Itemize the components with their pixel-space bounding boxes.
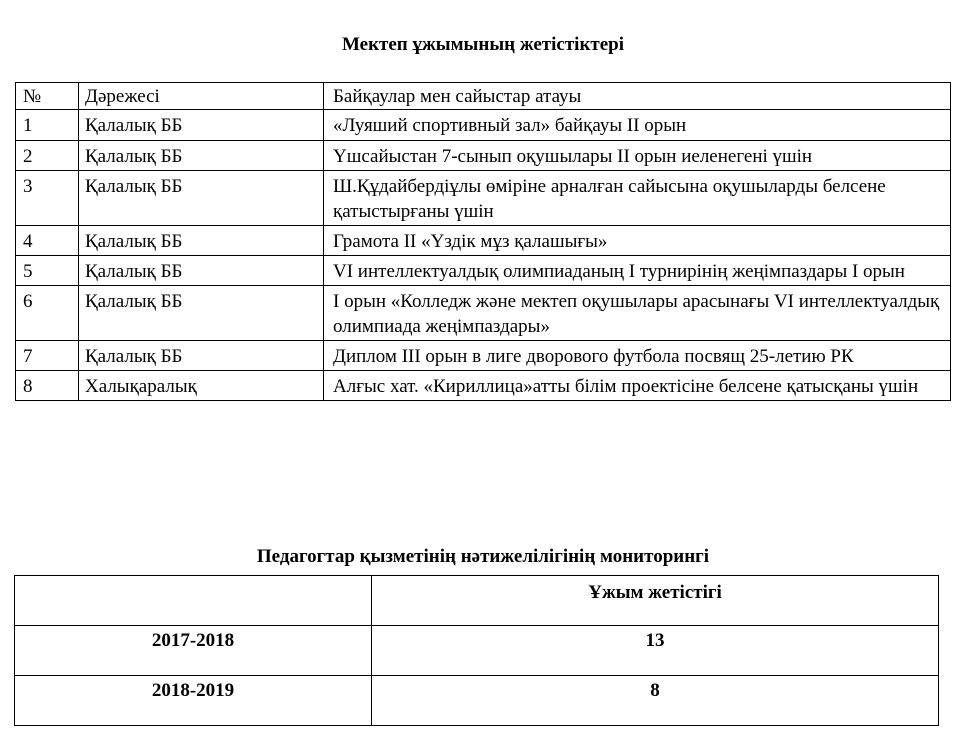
row-competition-name: I орын «Колледж және мектеп оқушылары арасынағы VI интеллектуалдық олимпиада жеңімпаздары»	[324, 286, 951, 341]
monitoring-title: Педагогтар қызметінің нәтижелілігінің мониторингі	[256, 546, 710, 567]
row-competition-name: «Луяший спортивный зал» байқауы II орын	[324, 110, 951, 141]
table-row	[16, 256, 951, 286]
monitoring-year: 2018-2019	[15, 676, 372, 726]
row-level: Халықаралық	[79, 371, 324, 401]
row-number: 2	[16, 141, 79, 171]
monitoring-table	[14, 575, 939, 726]
header-level: Дәрежесі	[79, 83, 324, 110]
row-competition-name: Алғыс хат. «Кириллица»атты білім проектісіне белсене қатысқаны үшін	[324, 371, 951, 401]
row-number: 5	[16, 256, 79, 286]
monitoring-header-row	[15, 576, 939, 626]
achievements-table	[15, 82, 951, 401]
row-level: Қалалық ББ	[79, 141, 324, 171]
table-row	[16, 286, 951, 341]
row-number: 7	[16, 341, 79, 371]
monitoring-value: 13	[372, 626, 939, 676]
table-row	[16, 110, 951, 141]
row-level: Қалалық ББ	[79, 171, 324, 226]
row-number: 1	[16, 110, 79, 141]
row-number: 6	[16, 286, 79, 341]
monitoring-header-achievement: Ұжым жетістігі	[372, 576, 939, 626]
row-competition-name: Үшсайыстан 7-сынып оқушылары II орын иеленегені үшін	[324, 141, 951, 171]
row-level: Қалалық ББ	[79, 226, 324, 256]
row-level: Қалалық ББ	[79, 256, 324, 286]
header-competition-name: Байқаулар мен сайыстар атауы	[324, 83, 951, 110]
row-number: 8	[16, 371, 79, 401]
row-competition-name: VI интеллектуалдық олимпиаданың I турнирінің жеңімпаздары I орын	[324, 256, 951, 286]
monitoring-header-empty	[15, 576, 372, 626]
table-header-row	[16, 83, 951, 110]
monitoring-row	[15, 626, 939, 676]
row-competition-name: Грамота II «Үздік мұз қалашығы»	[324, 226, 951, 256]
table-row	[16, 226, 951, 256]
table-row	[16, 171, 951, 226]
table-row	[16, 341, 951, 371]
row-level: Қалалық ББ	[79, 286, 324, 341]
row-level: Қалалық ББ	[79, 110, 324, 141]
monitoring-row	[15, 676, 939, 726]
monitoring-year: 2017-2018	[15, 626, 372, 676]
table-row	[16, 371, 951, 401]
table-row	[16, 141, 951, 171]
row-number: 3	[16, 171, 79, 226]
header-number: №	[16, 83, 79, 110]
monitoring-value: 8	[372, 676, 939, 726]
row-competition-name: Диплом III орын в лиге дворового футбола посвящ 25-летию РК	[324, 341, 951, 371]
row-competition-name: Ш.Құдайбердіұлы өміріне арналған сайысына оқушыларды белсене қатыстырғаны үшін	[324, 171, 951, 226]
achievements-title: Мектеп ұжымының жетістіктері	[341, 34, 625, 55]
row-number: 4	[16, 226, 79, 256]
row-level: Қалалық ББ	[79, 341, 324, 371]
